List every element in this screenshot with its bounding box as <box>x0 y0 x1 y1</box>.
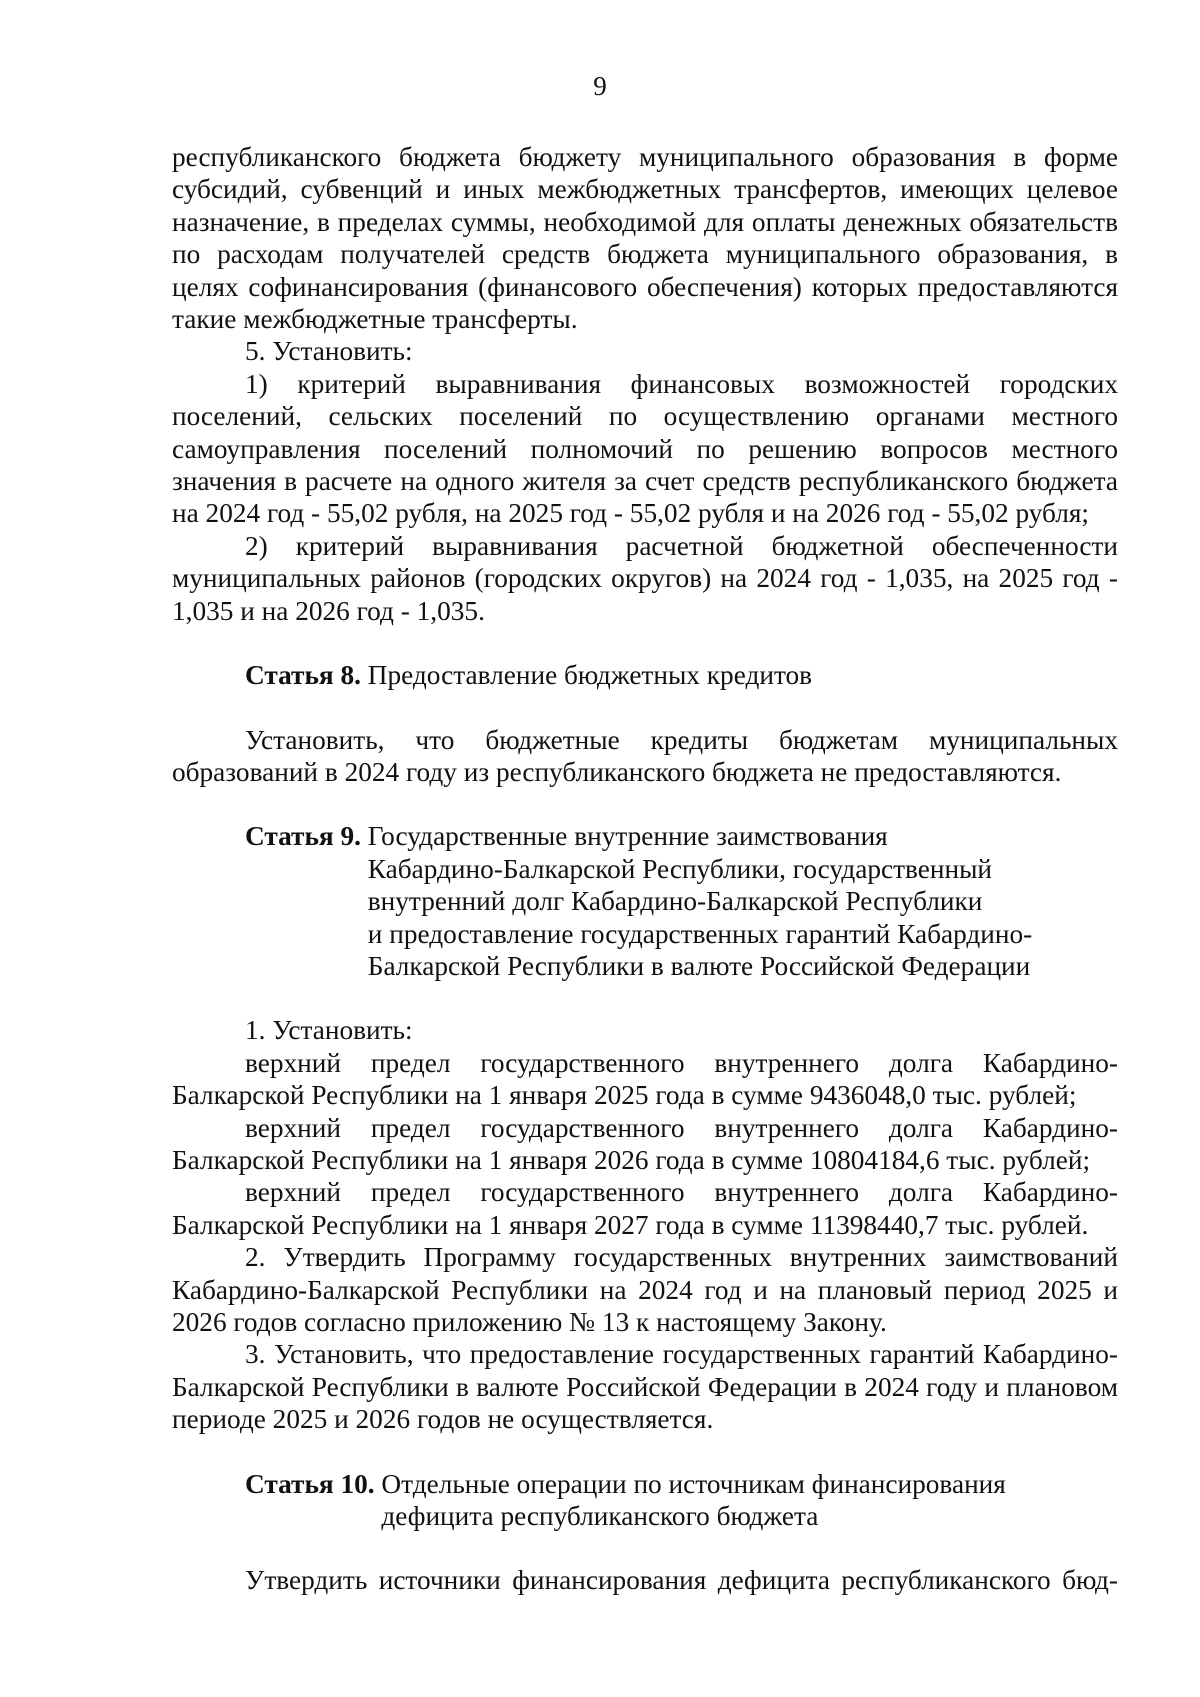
article-8-label: Статья 8. <box>245 660 361 691</box>
article-9-item-2: 2. Утвердить Программу государственных внутренних заимствований Кабардино-Балкарской Республики на 2024 год и на плановый период 2025 и 2026 годов согласно приложению № 13 к настоящему Закону. <box>172 1242 1118 1337</box>
article-9-debt-limit-2026: верхний предел государственного внутреннего долга Кабардино-Балкарской Республики на 1 января 2026 года в сумме 10804184,6 тыс. рублей; <box>172 1112 1118 1175</box>
article-10-heading <box>245 1468 1118 1533</box>
article-9-heading <box>245 820 1118 982</box>
article-10-title: Отдельные операции по источникам финансирования дефицита республиканского бюджета <box>381 1468 1006 1532</box>
article-10-text: Утвердить источники финансирования дефицита республиканского бюд- <box>245 1565 1118 1596</box>
article-9-debt-limit-2027: верхний предел государственного внутреннего долга Кабардино-Балкарской Республики на 1 января 2027 года в сумме 11398440,7 тыс. рублей. <box>172 1177 1118 1240</box>
article-9-item-3: 3. Установить, что предоставление государственных гарантий Кабардино-Балкарской Республики в валюте Российской Федерации в 2024 году и плановом периоде 2025 и 2026 годов не осуществляется. <box>172 1339 1118 1435</box>
article-9-debt-limit-2025: верхний предел государственного внутреннего долга Кабардино-Балкарской Республики на 1 января 2025 года в сумме 9436048,0 тыс. рублей; <box>172 1047 1118 1111</box>
article-8-heading <box>245 659 1118 691</box>
item-5-subitem-1: 1) критерий выравнивания финансовых возможностей городских поселений, сельских поселений по осуществлению органами местного самоуправления поселений полномочий по решению вопросов местного значения в расчете на одного жителя за счет средств республиканского бюджета на 2024 год - 55,02 рубля, на 2025 год - 55,02 рубля и на 2026 год - 55,02 рубля; <box>172 368 1118 529</box>
document-body <box>172 141 1118 1597</box>
article-10-label: Статья 10. <box>245 1468 375 1499</box>
intro-paragraph: республиканского бюджета бюджету муниципального образования в форме субсидий, субвенций и иных межбюджетных трансфертов, имеющих целевое назначение, в пределах суммы, необходимой для оплаты денежных обязательств по расходам получателей средств бюджета муниципального образования, в целях софинансирования (финансового обеспечения) которых предоставляются такие межбюджетные трансферты. <box>172 142 1118 335</box>
page-number: 9 <box>593 71 607 101</box>
article-9-item-1-heading: 1. Установить: <box>245 1015 413 1046</box>
article-8-text: Установить, что бюджетные кредиты бюджетам муниципальных образований в 2024 году из республиканского бюджета не предоставляются. <box>172 724 1118 787</box>
item-5-heading: 5. Установить: <box>245 336 413 367</box>
article-9-title: Государственные внутренние заимствования Кабардино-Балкарской Республики, государственный внутренний долг Кабардино-Балкарской Республики и предоставление государственных гарантий Кабардино- Балкарской Республики в валюте Российской Федерации <box>367 821 1033 981</box>
article-9-label: Статья 9. <box>245 821 361 852</box>
article-8-title: Предоставление бюджетных кредитов <box>367 660 813 691</box>
item-5-subitem-2: 2) критерий выравнивания расчетной бюджетной обеспеченности муниципальных районов (городских округов) на 2024 год - 1,035, на 2025 год - 1,035 и на 2026 год - 1,035. <box>172 530 1118 626</box>
